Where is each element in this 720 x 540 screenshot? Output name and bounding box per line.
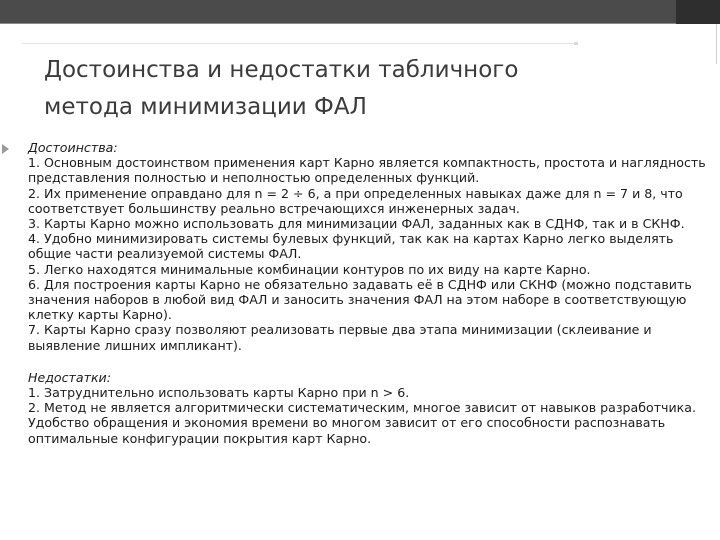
slide-title xyxy=(44,52,684,126)
advantage-item-4: 4. Удобно минимизировать системы булевых функций, так как на картах Карно легко выделять общие части реализуемой системы ФАЛ. xyxy=(28,231,674,262)
right-edge-rule xyxy=(716,24,717,64)
advantage-item-1: 1. Основным достоинством применения карт Карно является компактность, простота и наглядность представления полностью и неполностью определенных функций. xyxy=(28,155,706,186)
advantage-item-7: 7. Карты Карно сразу позволяют реализовать первые два этапа минимизации (склеивание и выявление лишних импликант). xyxy=(28,322,652,353)
disadvantages-section xyxy=(28,370,708,446)
advantages-heading: Достоинства: xyxy=(28,140,118,155)
disadvantage-item-1: 1. Затруднительно использовать карты Карно при n > 6. xyxy=(28,385,410,401)
top-bar-corner xyxy=(676,0,720,24)
title-divider xyxy=(22,43,578,44)
slide-title-line-1: Достоинства и недостатки табличного xyxy=(44,57,519,83)
advantage-item-3: 3. Карты Карно можно использовать для минимизации ФАЛ, заданных как в СДНФ, так и в СКНФ. xyxy=(28,216,685,232)
disadvantage-item-2: 2. Метод не является алгоритмически систематическим, многое зависит от навыков разработчика. Удобство обращения и экономия времени во многом зависит от его способности распознавать оптимальные конфигурации покрытия карт Карно. xyxy=(28,400,697,446)
title-divider-nub xyxy=(574,42,578,45)
disadvantages-heading: Недостатки: xyxy=(28,369,111,385)
advantage-item-6: 6. Для построения карты Карно не обязательно задавать её в СДНФ или СКНФ (можно подставить значения наборов в любой вид ФАЛ и заносить значения ФАЛ на этом наборе в соответствующую клетку карты Карно). xyxy=(28,276,692,323)
top-bar xyxy=(0,0,720,24)
slide-body xyxy=(28,140,708,463)
advantages-section xyxy=(28,140,708,353)
bullet-marker-icon xyxy=(2,144,9,154)
slide-title-line-2: метода минимизации ФАЛ xyxy=(44,94,367,120)
advantage-item-2: 2. Их применение оправдано для n = 2 ÷ 6, а при определенных навыках даже для n = 7 и 8, что соответствует большинству реально встречающихся инженерных задач. xyxy=(28,185,683,216)
advantage-item-5: 5. Легко находятся минимальные комбинации контуров по их виду на карте Карно. xyxy=(28,261,591,277)
top-bar-rule xyxy=(0,23,676,24)
